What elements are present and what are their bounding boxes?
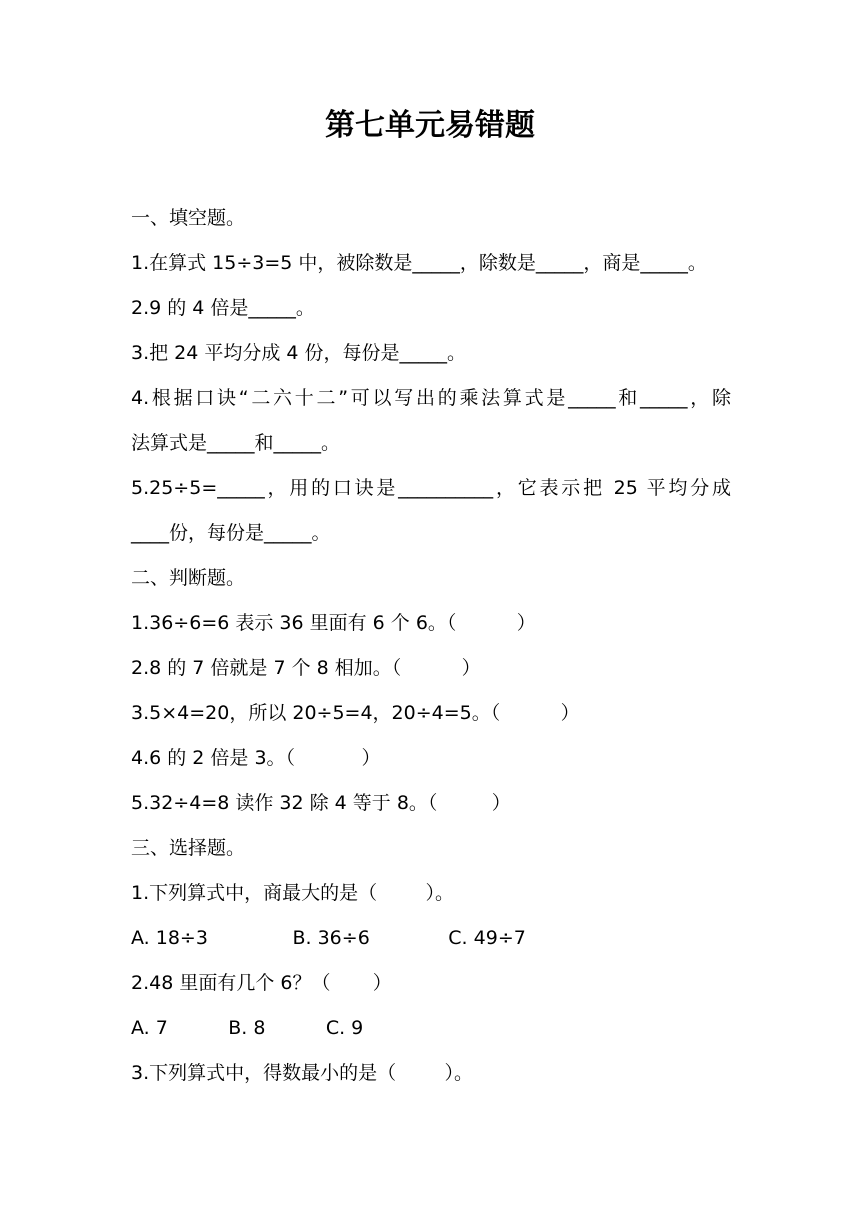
- fill-question-5-line-2: ____份，每份是_____。: [131, 522, 331, 544]
- choice-question-2: 2.48 里面有几个 6？（ ）: [131, 972, 392, 994]
- fill-question-2: 2.9 的 4 倍是_____。: [131, 297, 315, 319]
- judge-question-4: 4.6 的 2 倍是 3。（ ）: [131, 747, 381, 769]
- section-heading-judge: 二、判断题。: [131, 567, 246, 589]
- page-title: 第七单元易错题: [325, 108, 535, 143]
- fill-question-1: 1.在算式 15÷3=5 中，被除数是_____，除数是_____，商是_____。: [131, 252, 707, 274]
- section-heading-choice: 三、选择题。: [131, 837, 246, 859]
- fill-question-4-line-2: 法算式是_____和_____。: [131, 432, 341, 454]
- fill-question-3: 3.把 24 平均分成 4 份，每份是_____。: [131, 342, 467, 364]
- judge-question-1: 1.36÷6=6 表示 36 里面有 6 个 6。（ ）: [131, 612, 536, 634]
- judge-question-5: 5.32÷4=8 读作 32 除 4 等于 8。（ ）: [131, 792, 511, 814]
- fill-question-4-line-1: 4.根据口诀“二六十二”可以写出的乘法算式是_____和_____，除: [131, 387, 731, 409]
- choice-question-3: 3.下列算式中，得数最小的是（ ）。: [131, 1062, 473, 1084]
- choice-question-2-options: A. 7 B. 8 C. 9: [131, 1017, 364, 1039]
- choice-question-1-options: A. 18÷3 B. 36÷6 C. 49÷7: [131, 927, 526, 949]
- worksheet-content: [131, 196, 731, 1096]
- judge-question-3: 3.5×4=20，所以 20÷5=4，20÷4=5。（ ）: [131, 702, 580, 724]
- section-heading-fill: 一、填空题。: [131, 207, 246, 229]
- fill-question-5-line-1: 5.25÷5=_____，用的口诀是__________，它表示把 25 平均分成: [131, 477, 731, 499]
- choice-question-1: 1.下列算式中，商最大的是（ ）。: [131, 882, 454, 904]
- judge-question-2: 2.8 的 7 倍就是 7 个 8 相加。（ ）: [131, 657, 481, 679]
